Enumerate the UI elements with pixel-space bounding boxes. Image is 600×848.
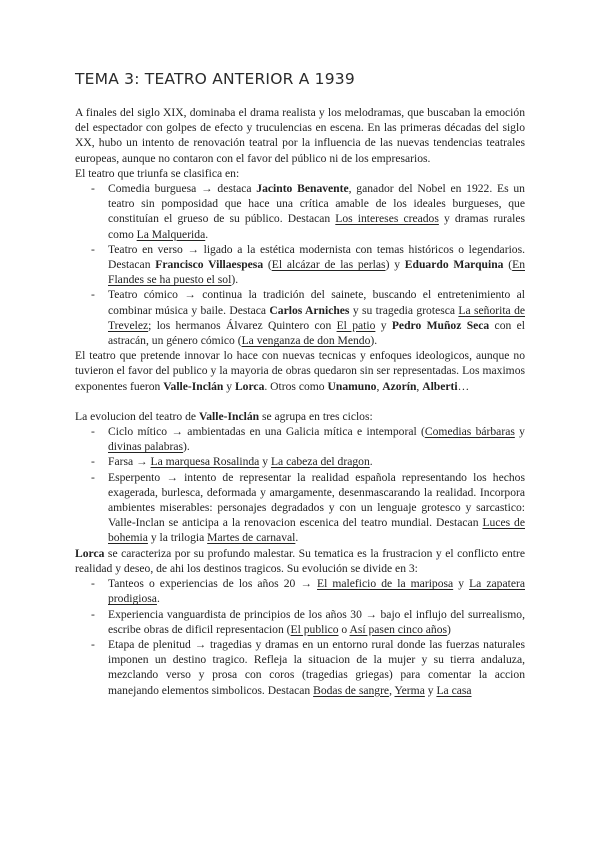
work-title: La señorita de Trevelez <box>108 303 526 332</box>
author-name: Lorca <box>75 546 105 560</box>
work-title: La Malquerida <box>136 227 206 241</box>
list-item-esperpento: - Esperpento → intento de representar la realidad española representando los hechos exagerada, burlesca, deformada y amargamente, desenmascarando la realidad. Incorpora ambientes miserables: personajes degradados y con un lenguaje grotesco y sarcastico: Valle-Inclan se anticipa a la renovacion escenica del teatro mundial. Destacan Luces de bohemia y la trilogia Martes de carnaval. <box>75 470 525 546</box>
list-item-tanteos: - Tanteos o experiencias de los años 20 → El maleficio de la mariposa y La zapatera prodigiosa. <box>75 576 525 606</box>
paragraph-spacer <box>75 394 525 409</box>
document-body <box>75 105 525 698</box>
author-name: Lorca <box>234 379 265 393</box>
innovar-paragraph: El teatro que pretende innovar lo hace con nuevas tecnicas y enfoques ideologicos, aunque no tuvieron el favor del publico y la mayoria de obras quedaron sin ser representadas. Los maximos exponentes fueron Valle-Inclán y Lorca. Otros como Unamuno, Azorín, Alberti… <box>75 349 525 393</box>
work-title: La zapatera prodigiosa <box>108 577 525 606</box>
author-name: Alberti <box>422 379 458 393</box>
work-title: Martes de carnaval <box>207 531 296 545</box>
list-item-plenitud: - Etapa de plenitud → tragedias y dramas en un entorno rural donde las fuerzas naturales imponen un destino tragico. Refleja la situacion de la mujer y su tierra andaluza, mezclando verso y prosa con coros (tragedias griegas) para comentar la accion manejando elementos simbolicos. Destacan Bodas de sangre, Yerma y La casa <box>75 637 525 698</box>
author-name: Valle-Inclán <box>163 379 224 393</box>
work-title: Bodas de sangre <box>313 683 390 697</box>
work-title: El maleficio de la mariposa <box>317 577 454 591</box>
intro-paragraph: A finales del siglo XIX, dominaba el drama realista y los melodramas, que buscaban la emoción del espectador con golpes de efecto y truculencias en escena. En las primeras décadas del siglo XX, hubo un intento de renovación teatral por la influencia de las nuevas tendencias teatrales europeas, aunque no contaron con el favor del público ni de los empresarios. <box>75 106 525 165</box>
work-title: El patio <box>336 318 376 332</box>
work-title: La venganza de don Mendo <box>241 334 371 348</box>
list-item-farsa: - Farsa → La marquesa Rosalinda y La cabeza del dragon. <box>75 454 525 469</box>
list-item-teatro-verso: - Teatro en verso → ligado a la estética modernista con temas históricos o legendarios. Destacan Francisco Villaespesa (El alcázar de las perlas) y Eduardo Marquina (En Flandes se ha puesto el sol). <box>75 242 525 288</box>
lorca-paragraph: Lorca se caracteriza por su profundo malestar. Su tematica es la frustracion y el conflicto entre realidad y deseo, de ahi los destinos tragicos. Su evolución se divide en 3: <box>75 546 525 575</box>
list-item-vanguardista: - Experiencia vanguardista de principios de los años 30 → bajo el influjo del surrealismo, escribe obras de dificil representacion (El publico o Así pasen cinco años) <box>75 607 525 637</box>
work-title: Comedias bárbaras <box>424 425 515 439</box>
author-name: Pedro Muñoz Seca <box>391 318 490 332</box>
work-title: La marquesa Rosalinda <box>150 455 260 469</box>
work-title: En Flandes se ha puesto el sol <box>108 258 525 287</box>
work-title: Yerma <box>394 683 425 697</box>
valle-paragraph: La evolucion del teatro de Valle-Inclán se agrupa en tres ciclos: <box>75 409 373 423</box>
work-title: El publico <box>290 622 339 636</box>
work-title: divinas palabras <box>108 440 184 454</box>
work-title: El alcázar de las perlas <box>271 258 386 272</box>
intro-lead: El teatro que triunfa se clasifica en: <box>75 166 240 180</box>
list-item-ciclo-mitico: - Ciclo mítico → ambientadas en una Galicia mítica e intemporal (Comedias bárbaras y divinas palabras). <box>75 424 525 454</box>
author-name: Azorín <box>382 379 417 393</box>
author-name: Valle-Inclán <box>198 409 260 423</box>
work-title: La cabeza del dragon <box>270 455 370 469</box>
work-title: La casa <box>436 683 472 697</box>
triunfa-list <box>75 181 525 348</box>
valle-list <box>75 424 525 546</box>
work-title: Luces de bohemia <box>108 516 525 545</box>
author-name: Francisco Villaespesa <box>155 258 264 272</box>
author-name: Carlos Arniches <box>269 303 350 317</box>
list-item-teatro-comico: - Teatro cómico → continua la tradición del sainete, buscando el entretenimiento al combinar música y baile. Destaca Carlos Arniches y su tragedia grotesca La señorita de Trevelez; los hermanos Álvarez Quintero con El patio y Pedro Muñoz Seca con el astracán, un género cómico (La venganza de don Mendo). <box>75 287 525 348</box>
work-title: Así pasen cinco años <box>349 622 448 636</box>
work-title: Los intereses creados <box>335 212 439 226</box>
author-name: Unamuno <box>327 379 377 393</box>
list-item-comedia-burguesa: - Comedia burguesa → destaca Jacinto Benavente, ganador del Nobel en 1922. Es un teatro sin pomposidad que hace una crítica amable de los ideales burgueses, que constituían el grueso de su público. Destacan Los intereses creados y dramas rurales como La Malquerida. <box>75 181 525 242</box>
lorca-list <box>75 576 525 698</box>
author-name: Jacinto Benavente <box>256 182 349 196</box>
author-name: Eduardo Marquina <box>404 258 504 272</box>
page-title: TEMA 3: TEATRO ANTERIOR A 1939 <box>75 70 355 88</box>
